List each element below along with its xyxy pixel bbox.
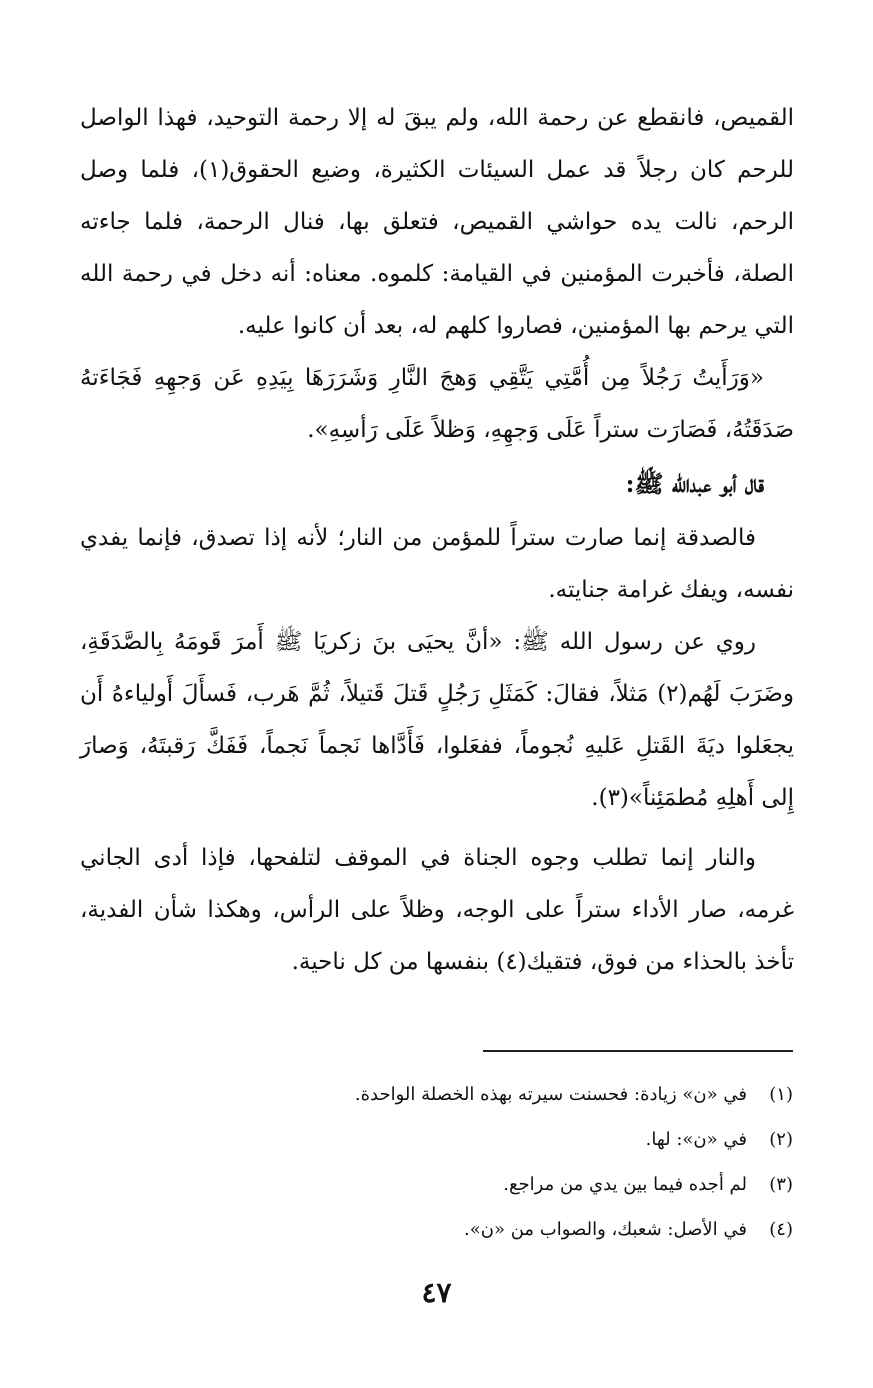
section-heading: قال أبو عبدالله ﷺ: xyxy=(625,469,764,498)
paragraph-2: فالصدقة إنما صارت ستراً للمؤمن من النار؛ لأنه إذا تصدق، فإنما يفدي نفسه، ويفك غرامة جنايته. xyxy=(80,525,794,603)
main-text xyxy=(80,92,794,988)
footnotes-list xyxy=(79,1072,793,1252)
paragraph-4: والنار إنما تطلب وجوه الجناة في الموقف لتلفحها، فإذا أدى الجاني غرمه، صار الأداء ستراً على الوجه، وظلاً على الرأس، وهكذا شأن الفدية، تأخذ بالحذاء من فوق، فتقيك(٤) بنفسها من كل ناحية. xyxy=(80,845,794,975)
footnote-item xyxy=(79,1072,793,1117)
footnote-text: لم أجده فيما بين يدي من مراجع. xyxy=(503,1174,747,1195)
hadith-quote-1: «وَرَأَيتُ رَجُلاً مِن أُمَّتِي يَتَّقِي وَهجَ النَّارِ وَشَرَرَهَا بِيَدِهِ عَن وَجهِهِ فَجَاءَتهُ صَدَقَتُهُ، فَصَارَت ستراً عَلَى وَجهِهِ، وَظلاً عَلَى رَأسِهِ». xyxy=(80,365,794,443)
footnote-number: (١) xyxy=(769,1084,793,1105)
footnote-number: (٢) xyxy=(769,1129,793,1150)
footnote-item xyxy=(79,1207,793,1252)
footnote-text: في «ن»: لها. xyxy=(645,1129,747,1150)
footnote-text: في الأصل: شعبك، والصواب من «ن». xyxy=(464,1219,747,1240)
paragraph-3: روي عن رسول الله ﷺ: «أنَّ يحيَى بنَ زكريَا ﷺ أَمرَ قَومَهُ بِالصَّدَقَةِ، وضَرَبَ لَهُم(٢) مَثلاً، فقالَ: كَمَثَلِ رَجُلٍ قَتلَ قَتيلاً، ثُمَّ هَرب، فَسأَلَ أَولياءهُ أَن يجعَلوا ديَةَ القَتلِ عَليهِ نُجوماً، ففعَلوا، فَأَدَّاها نَجماً نَجماً، فَفَكَّ رَقبتَهُ، وَصارَ إِلى أَهلِهِ مُطمَئِناً»(٣). xyxy=(80,629,794,811)
footnote-divider xyxy=(483,1050,793,1052)
footnote-item xyxy=(79,1162,793,1207)
paragraph-1: القميص، فانقطع عن رحمة الله، ولم يبقَ له إلا رحمة التوحيد، فهذا الواصل للرحم كان رجلاً قد عمل السيئات الكثيرة، وضيع الحقوق(١)، فلما وصل الرحم، نالت يده حواشي القميص، فتعلق بها، فنال الرحمة، فلما جاءته الصلة، فأخبرت المؤمنين في القيامة: كلموه. معناه: أنه دخل في رحمة الله التي يرحم بها المؤمنين، فصاروا كلهم له، بعد أن كانوا عليه. xyxy=(80,105,794,339)
footnote-text: في «ن» زيادة: فحسنت سيرته بهذه الخصلة الواحدة. xyxy=(354,1084,747,1105)
page-number: ٤٧ xyxy=(421,1276,452,1309)
footnote-number: (٤) xyxy=(769,1219,793,1240)
footnote-number: (٣) xyxy=(769,1174,793,1195)
footnote-item xyxy=(79,1117,793,1162)
